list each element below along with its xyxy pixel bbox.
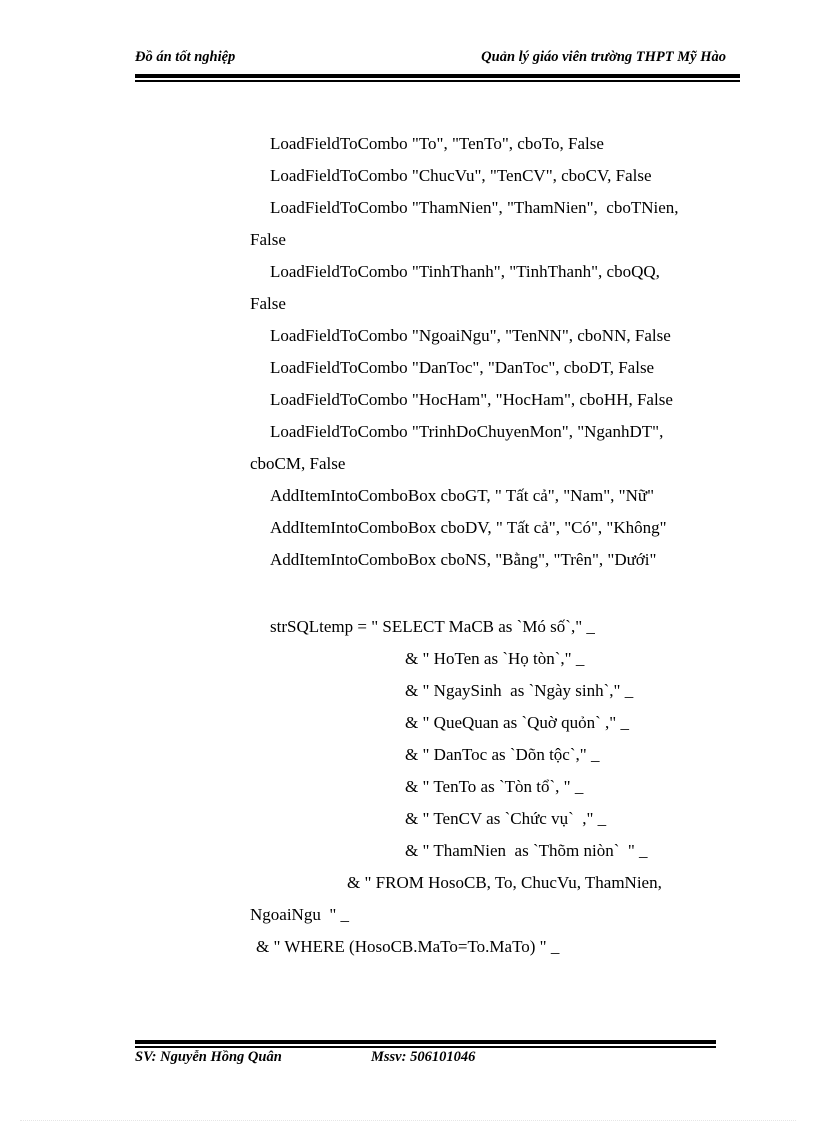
- code-line: LoadFieldToCombo "TinhThanh", "TinhThanh", cboQQ,: [270, 262, 660, 281]
- code-line: & " TenCV as `Chức vụ` ," _: [405, 809, 607, 828]
- code-line: LoadFieldToCombo "DanToc", "DanToc", cboDT, False: [270, 358, 655, 377]
- code-line: AddItemIntoComboBox cboNS, "Bằng", "Trên", "Dưới": [270, 550, 657, 569]
- page-bottom-border: [20, 1120, 796, 1121]
- code-line: AddItemIntoComboBox cboDV, " Tất cả", "Có", "Không": [270, 518, 667, 537]
- footer-rule-thick: [135, 1040, 716, 1044]
- code-line: & " NgaySinh as `Ngày sinh`," _: [405, 681, 634, 700]
- page-header: [135, 49, 738, 71]
- code-line: & " FROM HosoCB, To, ChucVu, ThamNien,: [347, 873, 662, 892]
- code-line: LoadFieldToCombo "TrinhDoChuyenMon", "NganhDT",: [270, 422, 664, 441]
- code-line: cboCM, False: [250, 454, 346, 473]
- code-line: strSQLtemp = " SELECT MaCB as `Mó số`," _: [270, 617, 595, 636]
- footer-rule-thin: [135, 1046, 716, 1048]
- footer-student-id: Mssv: 506101046: [371, 1049, 476, 1065]
- code-line: & " DanToc as `Dõn tộc`," _: [405, 745, 600, 764]
- code-line: & " TenTo as `Tòn tổ`, " _: [405, 777, 584, 796]
- code-line: LoadFieldToCombo "To", "TenTo", cboTo, False: [270, 134, 604, 153]
- code-line: & " QueQuan as `Quờ quỏn` ," _: [405, 713, 629, 732]
- code-line: False: [250, 294, 286, 313]
- code-line: LoadFieldToCombo "ChucVu", "TenCV", cboCV, False: [270, 166, 652, 185]
- code-line: & " WHERE (HosoCB.MaTo=To.MaTo) " _: [256, 937, 560, 956]
- code-line: LoadFieldToCombo "ThamNien", "ThamNien", cboTNien,: [270, 198, 679, 217]
- header-rule-thick: [135, 74, 740, 78]
- code-line: False: [250, 230, 286, 249]
- header-document-title: Đồ án tốt nghiệp: [135, 49, 236, 65]
- header-rule-thin: [135, 80, 740, 82]
- code-line: & " ThamNien as `Thõm niòn` " _: [405, 841, 648, 860]
- header-project-title: Quản lý giáo viên trường THPT Mỹ Hào: [481, 49, 726, 65]
- code-line: LoadFieldToCombo "HocHam", "HocHam", cboHH, False: [270, 390, 673, 409]
- code-line: LoadFieldToCombo "NgoaiNgu", "TenNN", cboNN, False: [270, 326, 671, 345]
- footer-student-name: SV: Nguyễn Hồng Quân: [135, 1049, 282, 1065]
- code-line: AddItemIntoComboBox cboGT, " Tất cả", "Nam", "Nữ": [270, 486, 655, 505]
- code-line: & " HoTen as `Họ tòn`," _: [405, 649, 585, 668]
- code-line: NgoaiNgu " _: [250, 905, 350, 924]
